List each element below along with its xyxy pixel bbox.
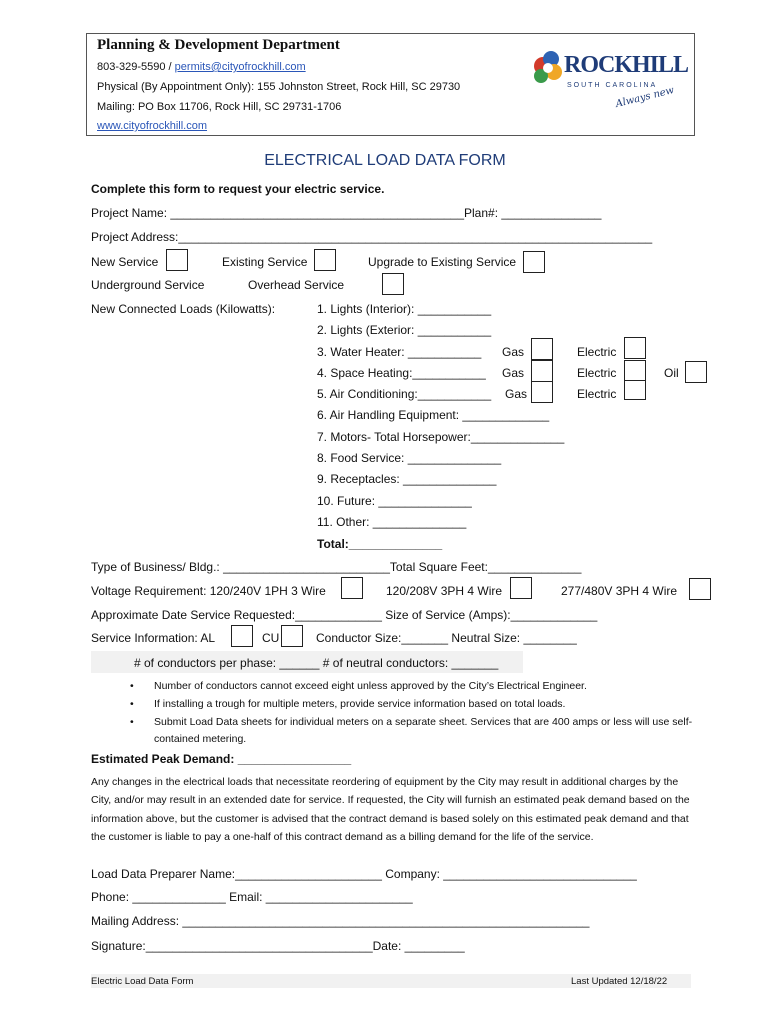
load-item[interactable]: 10. Future: ______________ xyxy=(317,494,472,508)
aluminum-checkbox[interactable] xyxy=(231,625,253,647)
load-item[interactable]: 3. Water Heater: ___________ xyxy=(317,345,482,359)
mailing-address: Mailing: PO Box 11706, Rock Hill, SC 29731-1706 xyxy=(97,101,342,113)
copper-label: CU xyxy=(262,631,280,645)
load-item[interactable]: 7. Motors- Total Horsepower:______________ xyxy=(317,430,565,444)
email-link[interactable]: permits@cityofrockhill.com xyxy=(174,61,306,73)
footer-form-name: Electric Load Data Form xyxy=(91,976,194,987)
space-heating-oil-checkbox[interactable] xyxy=(685,361,707,383)
voltage-120-240-checkbox[interactable] xyxy=(341,577,363,599)
space-heating-gas-checkbox[interactable] xyxy=(531,360,553,382)
voltage-277-480-checkbox[interactable] xyxy=(689,578,711,600)
load-item[interactable]: 11. Other: ______________ xyxy=(317,515,467,529)
rock-hill-logo xyxy=(529,46,689,118)
space-heating-gas-label: Gas xyxy=(502,366,525,380)
air-conditioning-electric-checkbox[interactable] xyxy=(624,380,646,400)
letterhead xyxy=(86,33,695,136)
preparer-name-company-field[interactable]: Load Data Preparer Name:______________________ Company: _____________________________ xyxy=(91,867,637,881)
space-heating-electric-checkbox[interactable] xyxy=(624,360,646,382)
water-heater-electric-checkbox[interactable] xyxy=(624,337,646,359)
load-item[interactable]: 4. Space Heating:___________ xyxy=(317,366,486,380)
logo-state: SOUTH CAROLINA xyxy=(567,82,658,89)
voltage-120-208-label: 120/208V 3PH 4 Wire xyxy=(386,584,503,598)
contact-line xyxy=(97,61,306,73)
conductors-count-fields[interactable]: # of conductors per phase: ______ # of neutral conductors: _______ xyxy=(134,656,499,670)
signature-date-field[interactable]: Signature:__________________________________Date: _________ xyxy=(91,939,465,953)
estimated-peak-demand-field[interactable]: Estimated Peak Demand: _________________ xyxy=(91,752,352,766)
business-type-field[interactable]: Type of Business/ Bldg.: _________________________Total Square Feet:______________ xyxy=(91,560,582,574)
service-info-al-label: Service Information: AL xyxy=(91,631,216,645)
load-item[interactable]: 5. Air Conditioning:___________ xyxy=(317,387,492,401)
logo-wordmark: ROCKHILL xyxy=(564,52,689,78)
water-heater-electric-label: Electric xyxy=(577,345,617,359)
load-item[interactable]: 1. Lights (Interior): ___________ xyxy=(317,302,492,316)
load-item[interactable]: 6. Air Handling Equipment: _____________ xyxy=(317,408,550,422)
copper-checkbox[interactable] xyxy=(281,625,303,647)
overhead-service-label: Overhead Service xyxy=(248,278,345,292)
voltage-120-208-checkbox[interactable] xyxy=(510,577,532,599)
new-service-checkbox[interactable] xyxy=(166,249,188,271)
project-address-field[interactable]: Project Address:_______________________________________________________________________ xyxy=(91,230,653,244)
voltage-120-240-label: Voltage Requirement: 120/240V 1PH 3 Wire xyxy=(91,584,326,598)
load-item[interactable]: 9. Receptacles: ______________ xyxy=(317,472,497,486)
voltage-277-480-label: 277/480V 3PH 4 Wire xyxy=(561,584,678,598)
bullet-icon: • xyxy=(130,698,134,710)
form-title: ELECTRICAL LOAD DATA FORM xyxy=(264,152,506,169)
load-item[interactable]: 8. Food Service: ______________ xyxy=(317,451,502,465)
new-service-label: New Service xyxy=(91,255,159,269)
terms-paragraph: Any changes in the electrical loads that necessitate reordering of equipment by the City may result in additional charges by the City, and/or may result in an extended date for service. If requested, the City will furnish an estimated peak demand based on the information above, but the customer is advised that the contract demand is based solely on this estimated peak demand and that the customer is liable to pay a one-half of this contract demand as a billing demand for the life of the service. xyxy=(91,776,690,843)
loads-heading: New Connected Loads (Kilowatts): xyxy=(91,302,276,316)
air-conditioning-gas-label: Gas xyxy=(505,387,528,401)
upgrade-service-checkbox[interactable] xyxy=(523,251,545,273)
underground-service-label: Underground Service xyxy=(91,278,205,292)
website-link[interactable]: www.cityofrockhill.com xyxy=(97,120,208,132)
phone-email-field[interactable]: Phone: ______________ Email: ______________________ xyxy=(91,890,413,904)
project-name-field[interactable]: Project Name: ____________________________________________Plan#: _______________ xyxy=(91,206,602,220)
date-and-size-fields[interactable]: Approximate Date Service Requested:_____________ Size of Service (Amps):_____________ xyxy=(91,608,598,622)
upgrade-service-label: Upgrade to Existing Service xyxy=(368,255,517,269)
load-total[interactable]: Total:______________ xyxy=(317,537,443,551)
existing-service-label: Existing Service xyxy=(222,255,308,269)
existing-service-checkbox[interactable] xyxy=(314,249,336,271)
air-conditioning-gas-checkbox[interactable] xyxy=(531,381,553,403)
mailing-address-field[interactable]: Mailing Address: _____________________________________________________________ xyxy=(91,914,590,928)
load-item[interactable]: 2. Lights (Exterior: ___________ xyxy=(317,323,492,337)
phone-number: 803-329-5590 / xyxy=(97,61,175,73)
physical-address: Physical (By Appointment Only): 155 Johnston Street, Rock Hill, SC 29730 xyxy=(97,81,461,93)
bullet-icon: • xyxy=(130,680,134,692)
space-heating-electric-label: Electric xyxy=(577,366,617,380)
bullet-icon: • xyxy=(130,716,134,728)
footer-last-updated: Last Updated 12/18/22 xyxy=(571,976,668,987)
form-intro: Complete this form to request your electric service. xyxy=(91,182,385,196)
logo-tagline: Always new xyxy=(614,84,676,111)
department-name: Planning & Development Department xyxy=(97,37,340,53)
water-heater-gas-label: Gas xyxy=(502,345,525,359)
conductor-size-fields[interactable]: Conductor Size:_______ Neutral Size: ________ xyxy=(316,631,577,645)
overhead-service-checkbox[interactable] xyxy=(382,273,404,295)
water-heater-gas-checkbox[interactable] xyxy=(531,338,553,360)
space-heating-oil-label: Oil xyxy=(664,366,679,380)
air-conditioning-electric-label: Electric xyxy=(577,387,617,401)
